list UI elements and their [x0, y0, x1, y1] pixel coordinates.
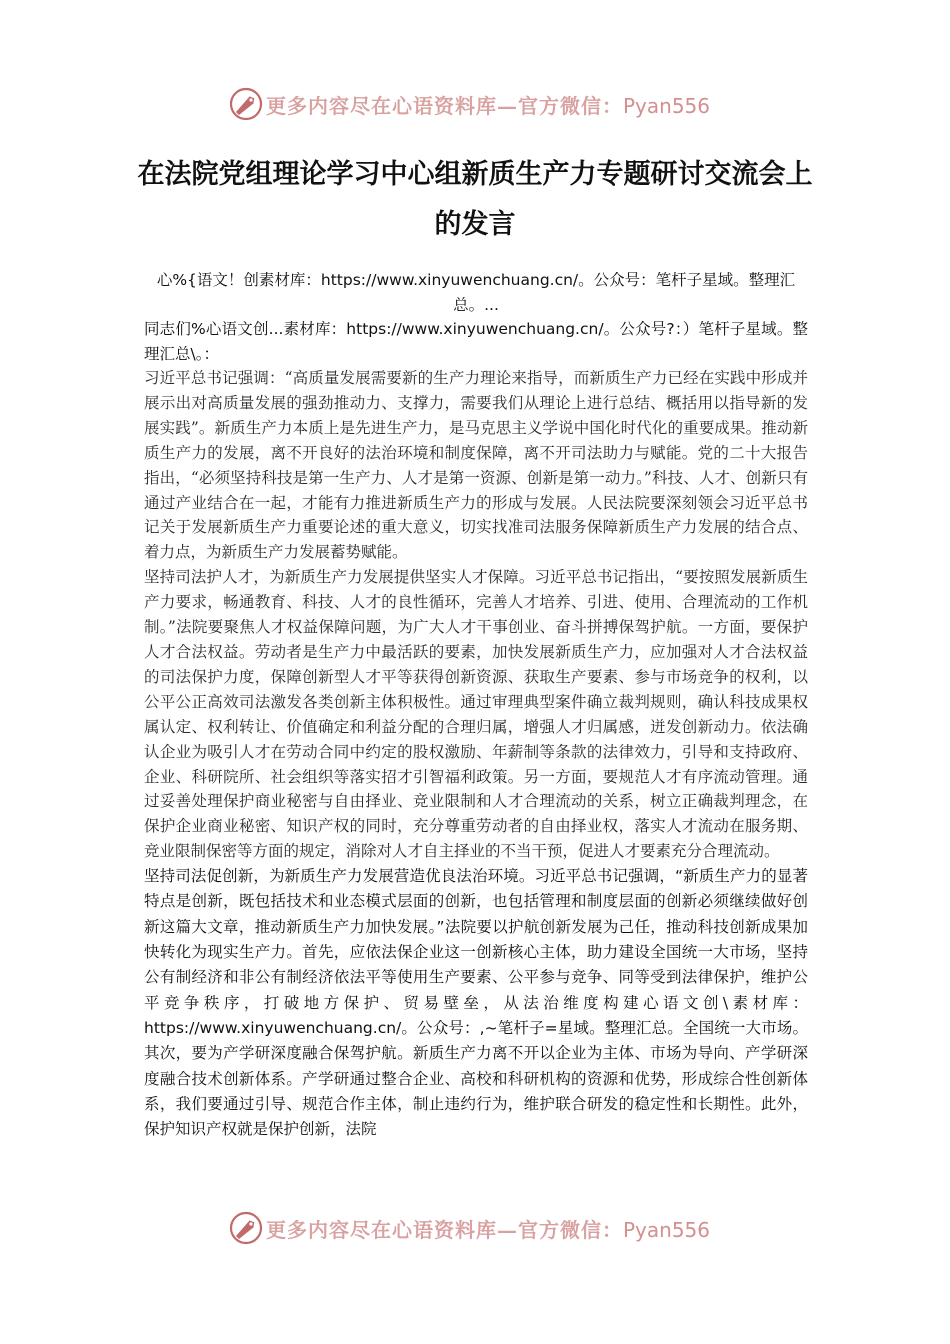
watermark-text: 更多内容尽在心语资料库—官方微信：Pyan556	[266, 1217, 711, 1242]
watermark-handle: Pyan556	[623, 1217, 711, 1242]
watermark-text: 更多内容尽在心语资料库—官方微信：Pyan556	[266, 93, 711, 118]
paragraph-source-note: 心%{语文！创素材库：https://www.xinyuwenchuang.cn/。公众号：笔杆子星域。整理汇总。...	[156, 271, 796, 314]
pen-nib-logo-icon	[228, 86, 264, 122]
watermark-handle: Pyan556	[623, 93, 711, 118]
watermark-banner-top	[228, 84, 728, 124]
pen-nib-logo-icon	[228, 1210, 264, 1246]
document-title: 在法院党组理论学习中心组新质生产力专题研讨交流会上的发言	[137, 159, 813, 240]
paragraph-intro: 习近平总书记强调：“高质量发展需要新的生产力理论来指导，而新质生产力已经在实践中形成并展示出对高质量发展的强劲推动力、支撑力，需要我们从理论上进行总结、概括用以指导新的发展实践”。新质生产力本质上是先进生产力，是马克思主义学说中国化时代化的重要成果。推动新质生产力的发展，离不开良好的法治环境和制度保障，离不开司法助力与赋能。党的二十大报告指出，“必须坚持科技是第一生产力、人才是第一资源、创新是第一动力。”科技、人才、创新只有通过产业结合在一起，才能有力推进新质生产力的形成与发展。人民法院要深刻领会习近平总书记关于发展新质生产力重要论述的重大意义，切实找准司法服务保障新质生产力发展的结合点、着力点，为新质生产力发展蓄势赋能。	[144, 369, 808, 562]
watermark-banner-bottom	[228, 1208, 728, 1248]
paragraph-innovation: 坚持司法促创新，为新质生产力发展营造优良法治环境。习近平总书记强调，“新质生产力的显著特点是创新，既包括技术和业态模式层面的创新，也包括管理和制度层面的创新必须继续做好创新这篇大文章，推动新质生产力加快发展。”法院要以护航创新发展为己任，推动科技创新成果加快转化为现实生产力。首先，应依法保企业这一创新核心主体，助力建设全国统一大市场，坚持公有制经济和非公有制经济依法平等使用生产要素、公平参与竞争、同等受到法律保护，维护公平竞争秩序，打破地方保护、贸易壁垒，从法治维度构建心语文创\素材库：https://www.xinyuwenchuang.cn/。公众号：,~笔杆子=星域。整理汇总。全国统一大市场。其次，要为产学研深度融合保驾护航。新质生产力离不开以企业为主体、市场为导向、产学研深度融合技术创新体系。产学研通过整合企业、高校和科研机构的资源和优势，形成综合性创新体系，我们要通过引导、规范合作主体，制止违约行为，维护联合研发的稳定性和长期性。此外，保护知识产权就是保护创新，法院	[144, 867, 808, 1139]
paragraph-greeting: 同志们%心语文创...素材库：https://www.xinyuwenchuang.cn/。公众号?：）笔杆子星域。整理汇总\。：	[144, 320, 808, 363]
document-body	[144, 268, 808, 1142]
paragraph-talent: 坚持司法护人才，为新质生产力发展提供坚实人才保障。习近平总书记指出，“要按照发展新质生产力要求，畅通教育、科技、人才的良性循环，完善人才培养、引进、使用、合理流动的工作机制。”法院要聚焦人才权益保障问题，为广大人才干事创业、奋斗拼搏保驾护航。一方面，要保护人才合法权益。劳动者是生产力中最活跃的要素，加快发展新质生产力，应加强对人才合法权益的司法保护力度，保障创新型人才平等获得创新资源、获取生产要素、参与市场竞争的权利，以公平公正高效司法激发各类创新主体积极性。通过审理典型案件确立裁判规则，确认科技成果权属认定、权利转让、价值确定和利益分配的合理归属，增强人才归属感，迸发创新动力。依法确认企业为吸引人才在劳动合同中约定的股权激励、年薪制等条款的法律效力，引导和支持政府、企业、科研院所、社会组织等落实招才引智福利政策。另一方面，要规范人才有序流动管理。通过妥善处理保护商业秘密与自由择业、竞业限制和人才合理流动的关系，树立正确裁判理念，在保护企业商业秘密、知识产权的同时，充分尊重劳动者的自由择业权，落实人才流动在服务期、竞业限制保密等方面的规定，消除对人才自主择业的不当干预，促进人才要素充分合理流动。	[144, 568, 808, 861]
